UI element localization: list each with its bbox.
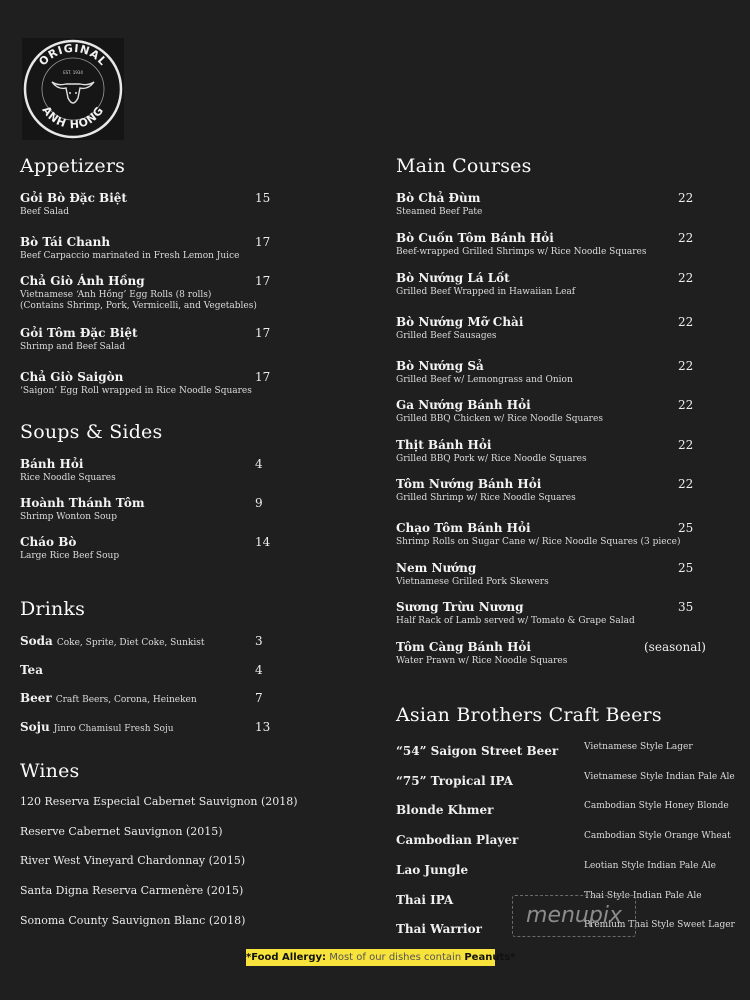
menu-item <box>20 535 350 562</box>
item-desc: Shrimp and Beef Salad <box>20 342 126 352</box>
item-desc: Vietnamese Grilled Pork Skewers <box>396 577 549 587</box>
item-desc: Shrimp Wonton Soup <box>20 512 117 522</box>
beer-item <box>396 829 731 848</box>
beer-style: Vietnamese Style Lager <box>584 742 693 752</box>
logo-line2: ANH HONG <box>39 103 107 132</box>
beer-style: Premium Thai Style Sweet Lager <box>584 920 735 930</box>
bull-logo-icon <box>22 38 124 140</box>
item-desc: Grilled Beef Wrapped in Hawaiian Leaf <box>396 287 576 297</box>
item-desc: Water Prawn w/ Rice Noodle Squares <box>396 656 568 666</box>
menu-item <box>20 274 350 312</box>
wine-item: Santa Digna Reserva Carmenère (2015) <box>20 884 244 897</box>
item-name: Ga Nướng Bánh Hỏi <box>396 398 531 412</box>
item-desc: Grilled Shrimp w/ Rice Noodle Squares <box>396 493 576 503</box>
menu-item <box>396 561 731 588</box>
item-name: Sương Trừu Nương <box>396 600 524 614</box>
beer-item <box>396 770 735 789</box>
item-price: 22 <box>678 315 694 329</box>
menu-item <box>396 600 731 627</box>
beers-title: Asian Brothers Craft Beers <box>396 704 662 726</box>
wine-item: River West Vineyard Chardonnay (2015) <box>20 854 246 867</box>
menu-item <box>20 235 350 262</box>
item-price: 17 <box>255 326 271 340</box>
restaurant-logo <box>22 38 124 140</box>
item-name: Chả Giò Ánh Hồng <box>20 274 145 288</box>
beer-style: Vietnamese Style Indian Pale Ale <box>584 772 735 782</box>
beer-name: Thai Warrior <box>396 922 482 936</box>
beer-name: Lao Jungle <box>396 863 469 877</box>
menu-item <box>20 370 350 397</box>
drink-price: 4 <box>255 663 263 677</box>
logo-est: EST. 1934 <box>63 70 83 75</box>
item-name: Nem Nướng <box>396 561 477 575</box>
item-price: 4 <box>255 457 263 471</box>
drink-price: 13 <box>255 720 271 734</box>
beer-name: Thai IPA <box>396 893 454 907</box>
item-price: (seasonal) <box>644 640 706 654</box>
drink-item <box>20 720 350 734</box>
item-price: 17 <box>255 235 271 249</box>
item-desc: Grilled Beef Sausages <box>396 331 497 341</box>
item-price: 22 <box>678 477 694 491</box>
drink-name: Soju <box>20 720 50 734</box>
item-desc: Steamed Beef Pate <box>396 207 483 217</box>
item-price: 9 <box>255 496 263 510</box>
item-price: 17 <box>255 370 271 384</box>
item-desc: Grilled BBQ Pork w/ Rice Noodle Squares <box>396 454 587 464</box>
item-desc: Large Rice Beef Soup <box>20 551 120 561</box>
beer-name: Blonde Khmer <box>396 803 494 817</box>
beer-item <box>396 740 731 759</box>
drink-item <box>20 634 350 648</box>
item-name: Bò Chả Đùm <box>396 191 481 205</box>
drink-price: 7 <box>255 691 263 705</box>
beer-style: Thai Style Indian Pale Ale <box>584 891 702 901</box>
drink-name: Tea <box>20 663 43 677</box>
menu-item <box>396 191 731 218</box>
item-price: 17 <box>255 274 271 288</box>
item-desc: Half Rack of Lamb served w/ Tomato & Grape Salad <box>396 616 635 626</box>
menu-item <box>396 271 731 298</box>
beer-item <box>396 799 731 818</box>
menu-item <box>396 640 731 667</box>
drink-sub: Craft Beers, Corona, Heineken <box>55 695 197 705</box>
item-desc: Beef Salad <box>20 207 69 217</box>
item-price: 22 <box>678 359 694 373</box>
menu-item <box>20 191 350 218</box>
beer-name: “75” Tropical IPA <box>396 774 513 788</box>
menu-item <box>396 231 731 258</box>
drink-name: Beer <box>20 691 52 705</box>
drink-sub: Coke, Sprite, Diet Coke, Sunkist <box>56 638 205 648</box>
item-price: 22 <box>678 438 694 452</box>
item-price: 35 <box>678 600 694 614</box>
beer-style: Cambodian Style Orange Wheat <box>584 831 731 841</box>
appetizers-title: Appetizers <box>20 155 126 177</box>
menu-item <box>396 315 731 342</box>
drinks-title: Drinks <box>20 598 86 620</box>
item-name: Bò Tái Chanh <box>20 235 111 249</box>
item-name: Bò Nướng Mỡ Chài <box>396 315 524 329</box>
item-desc: Vietnamese ‘Anh Hồng’ Egg Rolls (8 rolls) <box>20 290 212 300</box>
drink-price: 3 <box>255 634 263 648</box>
item-name: Chả Giò Saigòn <box>20 370 124 384</box>
item-desc: Rice Noodle Squares <box>20 473 116 483</box>
logo-line1: ORIGINAL <box>36 41 110 69</box>
allergy-bold: Peanuts <box>464 952 511 963</box>
item-desc-extra: (Contains Shrimp, Pork, Vermicelli, and Vegetables) <box>20 301 257 311</box>
soups-title: Soups & Sides <box>20 421 163 443</box>
wines-title: Wines <box>20 760 80 782</box>
mains-title: Main Courses <box>396 155 532 177</box>
item-name: Tôm Nướng Bánh Hỏi <box>396 477 542 491</box>
item-price: 25 <box>678 561 694 575</box>
menu-item <box>20 326 350 353</box>
item-desc: Grilled BBQ Chicken w/ Rice Noodle Squares <box>396 414 603 424</box>
menu-item <box>396 438 731 465</box>
item-name: Bánh Hỏi <box>20 457 84 471</box>
beer-name: “54” Saigon Street Beer <box>396 744 559 758</box>
item-name: Bò Cuốn Tôm Bánh Hỏi <box>396 231 554 245</box>
item-name: Cháo Bò <box>20 535 77 549</box>
item-name: Tôm Càng Bánh Hỏi <box>396 640 531 654</box>
menu-item <box>396 521 731 548</box>
allergy-prefix: *Food Allergy: <box>246 952 327 963</box>
item-desc: Grilled Beef w/ Lemongrass and Onion <box>396 375 573 385</box>
menu-item <box>20 496 350 523</box>
drink-item <box>20 663 350 677</box>
item-name: Thịt Bánh Hỏi <box>396 438 492 452</box>
item-desc: Beef-wrapped Grilled Shrimps w/ Rice Noodle Squares <box>396 247 647 257</box>
drink-sub: Jinro Chamisul Fresh Soju <box>53 724 174 734</box>
wine-item: Sonoma County Sauvignon Blanc (2018) <box>20 914 246 927</box>
item-price: 14 <box>255 535 271 549</box>
menupix-watermark: menupix <box>512 895 636 937</box>
menu-item <box>396 398 731 425</box>
allergy-suffix: * <box>510 952 516 963</box>
menu-item <box>20 457 350 484</box>
wine-item: Reserve Cabernet Sauvignon (2015) <box>20 825 223 838</box>
item-price: 22 <box>678 398 694 412</box>
item-name: Hoành Thánh Tôm <box>20 496 145 510</box>
item-price: 15 <box>255 191 271 205</box>
item-price: 22 <box>678 271 694 285</box>
item-price: 22 <box>678 191 694 205</box>
item-price: 25 <box>678 521 694 535</box>
item-name: Chạo Tôm Bánh Hỏi <box>396 521 531 535</box>
beer-item <box>396 859 731 878</box>
allergy-text: Most of our dishes contain <box>326 952 465 963</box>
drink-item <box>20 691 350 705</box>
wine-item: 120 Reserva Especial Cabernet Sauvignon (2018) <box>20 795 298 808</box>
item-desc: Shrimp Rolls on Sugar Cane w/ Rice Noodle Squares (3 piece) <box>396 537 681 547</box>
item-desc: Beef Carpaccio marinated in Fresh Lemon Juice <box>20 251 240 261</box>
menu-item <box>396 477 731 504</box>
item-price: 22 <box>678 231 694 245</box>
item-name: Gỏi Tôm Đặc Biệt <box>20 326 138 340</box>
menu-item <box>396 359 731 386</box>
allergy-notice <box>246 949 516 966</box>
beer-style: Cambodian Style Honey Blonde <box>584 801 729 811</box>
item-name: Gỏi Bò Đặc Biệt <box>20 191 127 205</box>
item-desc: ‘Saigon’ Egg Roll wrapped in Rice Noodle Squares <box>20 386 252 396</box>
item-name: Bò Nướng Lá Lốt <box>396 271 510 285</box>
beer-style: Leotian Style Indian Pale Ale <box>584 861 716 871</box>
beer-name: Cambodian Player <box>396 833 519 847</box>
item-name: Bò Nướng Sả <box>396 359 484 373</box>
drink-name: Soda <box>20 634 53 648</box>
